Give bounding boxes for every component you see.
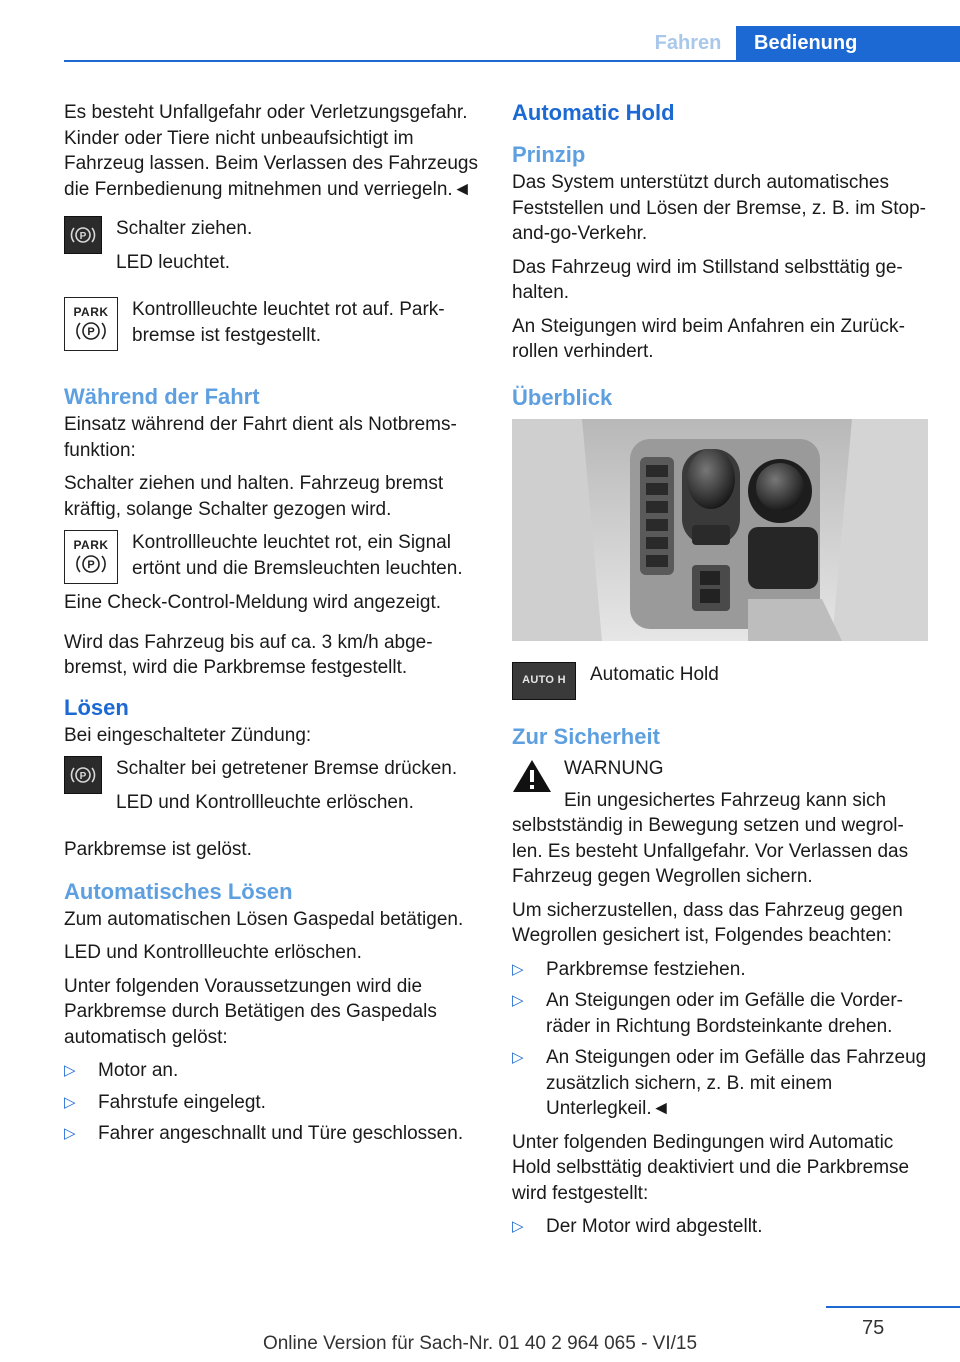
footer-version-text: Online Version für Sach-Nr. 01 40 2 964 065 - VI/15 <box>262 1333 698 1354</box>
warning-text: Ein ungesichertes Fahrzeug kann sich <box>564 789 887 811</box>
intro-paragraph: Es besteht Unfallgefahr oder Verletzungsgefahr. Kinder oder Tiere nicht unbeaufsichtigt im Fahrzeug lassen. Beim Verlassen des Fahrzeugs die Fernbedienung mitnehmen und verriegeln.◄ <box>64 102 478 200</box>
paragraph: Unter folgenden Voraussetzungen wird die Parkbremse durch Betätigen des Gaspedals automatisch gelöst: <box>64 975 437 1048</box>
heading-zur-sicherheit: Zur Sicherheit <box>512 724 660 749</box>
svg-text:P: P <box>79 771 87 782</box>
right-column <box>512 100 928 1248</box>
triangle-bullet-icon: ▷ <box>512 960 524 978</box>
parking-brake-switch-icon <box>64 756 102 794</box>
park-indicator-icon <box>64 530 118 584</box>
triangle-bullet-icon: ▷ <box>64 1062 76 1079</box>
header-rule <box>64 60 960 62</box>
park-indicator-icon <box>64 297 118 351</box>
heading-loesen: Lösen <box>64 694 129 720</box>
triangle-bullet-icon: ▷ <box>64 1093 76 1111</box>
paragraph: LED und Kontrollleuchte erlöschen. <box>64 942 362 963</box>
paragraph: Bei eingeschalteter Zündung: <box>64 724 312 746</box>
paragraph: Das System unterstützt durch automatisches Feststellen und Lösen der Bremse, z. B. im Stop-and-go-Verkehr. <box>512 172 926 244</box>
auto-hold-button-icon: AUTO H <box>512 662 576 700</box>
step-emergency-brake <box>64 530 478 584</box>
footer-rule <box>826 1306 960 1308</box>
triangle-bullet-icon: ▷ <box>512 992 524 1009</box>
triangle-bullet-icon: ▷ <box>64 1125 76 1142</box>
page-number: 75 <box>862 1317 885 1339</box>
paragraph: Das Fahrzeug wird im Stillstand selbsttätig gehalten. <box>512 256 903 303</box>
svg-text:P: P <box>79 231 87 242</box>
step-warning-light <box>64 297 478 356</box>
paragraph: An Steigungen wird beim Anfahren ein Zurückrollen verhindert. <box>512 315 905 362</box>
step-text: Schalter ziehen. <box>116 218 253 239</box>
left-column <box>64 100 478 1155</box>
parking-brake-switch-icon <box>64 216 102 254</box>
tab-fahren[interactable]: Fahren <box>654 32 722 54</box>
list-item: ▷ Fahrer angeschnallt und Türe geschlossen. <box>64 1121 478 1147</box>
heading-prinzip: Prinzip <box>512 142 586 167</box>
paragraph: Unter folgenden Bedingungen wird Automatic Hold selbsttätig deaktiviert und die Parkbremse wird festgestellt: <box>512 1131 910 1204</box>
paragraph: Einsatz während der Fahrt dient als Notbremsfunktion: <box>64 414 457 461</box>
warning-block <box>512 756 928 813</box>
paragraph: Wird das Fahrzeug bis auf ca. 3 km/h abgebremst, wird die Parkbremse festgestellt. <box>64 631 433 678</box>
list-item: ▷ An Steigungen oder im Gefälle die Vorderräder in Richtung Bordsteinkante drehen. <box>512 990 903 1037</box>
center-console-photo <box>512 419 928 641</box>
step-text: Schalter bei getretener Bremse drücken. <box>116 758 458 779</box>
step-text: LED leuchtet. <box>116 251 231 273</box>
heading-waehrend-der-fahrt: Während der Fahrt <box>64 384 260 409</box>
step-text: LED und Kontrollleuchte erlöschen. <box>116 791 414 813</box>
heading-automatic-hold: Automatic Hold <box>512 100 675 125</box>
park-icon-label: PARK <box>73 304 109 319</box>
warning-triangle-icon <box>512 758 552 794</box>
legend-caption: Automatic Hold <box>590 664 719 685</box>
tab-bedienung[interactable]: Bedienung <box>736 26 960 60</box>
step-text: Kontrollleuchte leuchtet rot auf. Parkbremse ist festgestellt. <box>132 299 445 346</box>
list-item: ▷ An Steigungen oder im Gefälle das Fahrzeug zusätzlich sichern, z. B. mit einem Unterlegkeil.◄ <box>512 1047 927 1119</box>
paragraph: Eine Check-Control-Meldung wird angezeigt. <box>64 592 442 613</box>
svg-text:P: P <box>87 558 95 571</box>
paragraph: Zum automatischen Lösen Gaspedal betätigen. <box>64 908 464 930</box>
autoh-legend <box>512 662 928 700</box>
step-text: Kontrollleuchte leuchtet rot, ein Signal ertönt und die Bremsleuchten leuchten. <box>132 532 463 579</box>
triangle-bullet-icon: ▷ <box>512 1218 524 1235</box>
heading-ueberblick: Überblick <box>512 384 613 410</box>
safety-list <box>512 957 928 1122</box>
list-item: ▷ Motor an. <box>64 1058 478 1084</box>
heading-automatisches-loesen: Automatisches Lösen <box>64 878 293 904</box>
paragraph: Parkbremse ist gelöst. <box>64 839 252 860</box>
warning-text: selbstständig in Bewegung setzen und wegrollen. Es besteht Unfallgefahr. Vor Verlassen das Fahrzeug gegen Wegrollen sichern. <box>512 815 909 887</box>
warning-label: WARNUNG <box>564 758 664 779</box>
list-item: ▷ Parkbremse festziehen. <box>512 957 928 983</box>
list-item: ▷ Fahrstufe eingelegt. <box>64 1090 478 1116</box>
list-item: ▷ Der Motor wird abgestellt. <box>512 1214 928 1240</box>
step-pull-switch <box>64 216 478 283</box>
svg-text:P: P <box>87 325 95 338</box>
deactivation-list <box>512 1214 928 1240</box>
paragraph: Um sicherzustellen, dass das Fahrzeug gegen Wegrollen gesichert ist, Folgendes beachten: <box>512 899 903 946</box>
conditions-list <box>64 1058 478 1147</box>
step-release <box>64 756 478 823</box>
triangle-bullet-icon: ▷ <box>512 1049 524 1066</box>
page-header <box>0 0 960 62</box>
park-icon-label: PARK <box>73 537 109 552</box>
paragraph: Schalter ziehen und halten. Fahrzeug bremst kräftig, solange Schalter gezogen wird. <box>64 473 444 520</box>
